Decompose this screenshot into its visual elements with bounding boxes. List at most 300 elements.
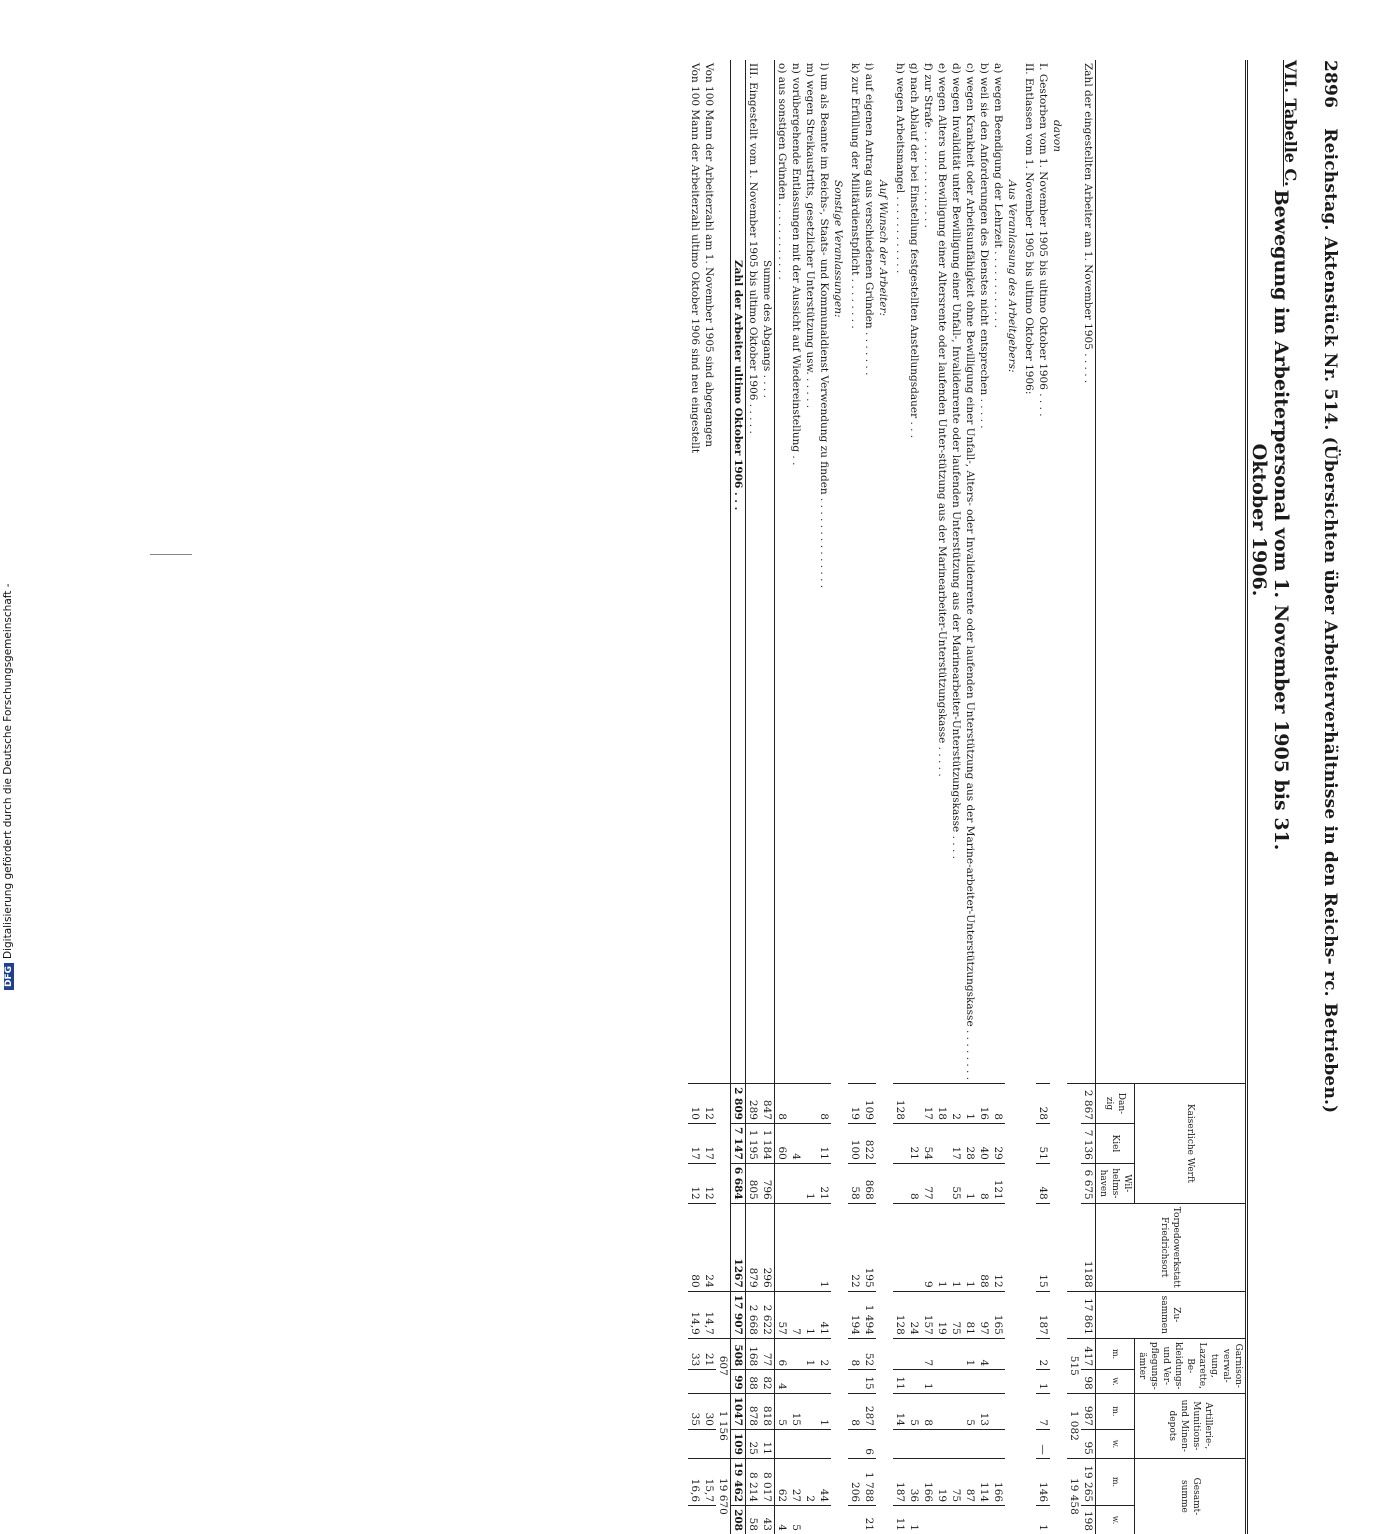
value-cell bbox=[963, 1370, 977, 1393]
value-cell: 128 bbox=[893, 1084, 907, 1124]
value-cell: 1 bbox=[963, 1084, 977, 1124]
value-cell: 1 bbox=[1036, 1506, 1050, 1534]
value-cell: 6 bbox=[775, 1338, 790, 1369]
value-cell: 128 bbox=[893, 1291, 907, 1338]
value-cell: 1 bbox=[935, 1203, 949, 1291]
table-row bbox=[991, 60, 1005, 1534]
table-title: Bewegung im Arbeiterpersonal vom 1. November 1905 bis 31. Oktober 1906. bbox=[1248, 189, 1292, 851]
value-cell: 146 bbox=[1036, 1458, 1050, 1505]
value-cell: 17 861 bbox=[1081, 1291, 1096, 1338]
row-label: k) zur Erfüllung der Militärdienstpflicht . . . . . . . . bbox=[849, 63, 861, 329]
value-cell bbox=[789, 1084, 803, 1124]
value-cell bbox=[921, 1506, 935, 1534]
value-cell bbox=[949, 1429, 963, 1458]
value-cell: 121 bbox=[991, 1163, 1005, 1203]
table-row bbox=[731, 60, 746, 1534]
value-cell bbox=[789, 1370, 803, 1393]
table-row bbox=[876, 60, 893, 1534]
table-row bbox=[760, 60, 775, 1534]
value-cell: 847 bbox=[760, 1084, 775, 1124]
row-label: Zahl der eingestellten Arbeiter am 1. November 1905 . . . . . bbox=[1082, 63, 1094, 384]
value-cell: 17 bbox=[921, 1084, 935, 1124]
artillerie-header: Artillerie-, Munitions- und Minen-depots bbox=[1135, 1393, 1247, 1458]
value-cell: 6 bbox=[862, 1429, 876, 1458]
value-cell bbox=[935, 1393, 949, 1429]
value-cell: 16,6 bbox=[688, 1458, 702, 1505]
row-label: III. Eingestellt vom 1. November 1905 bis ultimo Oktober 1906 . . . . . bbox=[747, 63, 759, 434]
value-cell bbox=[775, 1163, 790, 1203]
value-cell bbox=[977, 1506, 991, 1534]
value-cell: 1 bbox=[963, 1203, 977, 1291]
table-row bbox=[848, 60, 862, 1534]
value-cell: 98 bbox=[1081, 1370, 1096, 1393]
page-number: 2896 bbox=[1320, 60, 1340, 109]
section-heading: Sonstige Veranlassungen: bbox=[832, 180, 844, 318]
value-cell bbox=[963, 1429, 977, 1458]
value-cell bbox=[907, 1203, 921, 1291]
value-cell: 22 bbox=[848, 1203, 862, 1291]
table-row bbox=[688, 60, 702, 1534]
value-cell bbox=[963, 1506, 977, 1534]
row-label: a) wegen Beendigung der Lehrzeit . . . . . . . . . . . . bbox=[992, 63, 1004, 328]
value-cell: 417 bbox=[1081, 1338, 1096, 1369]
value-cell: 99 bbox=[731, 1370, 746, 1393]
table-row bbox=[963, 60, 977, 1534]
value-cell: 1 bbox=[803, 1291, 817, 1338]
value-cell: 21 bbox=[702, 1338, 716, 1369]
value-cell: 198 bbox=[1081, 1506, 1096, 1534]
value-cell: 80 bbox=[688, 1203, 702, 1291]
value-cell bbox=[803, 1084, 817, 1124]
table-row bbox=[935, 60, 949, 1534]
value-cell: 77 bbox=[921, 1163, 935, 1203]
value-cell: 51 bbox=[1036, 1123, 1050, 1163]
value-cell bbox=[935, 1163, 949, 1203]
value-cell: 19 462 bbox=[731, 1458, 746, 1505]
row-label: Von 100 Mann der Arbeiterzahl am 1. November 1905 sind abgegangen bbox=[703, 63, 715, 447]
value-cell bbox=[688, 1506, 702, 1534]
row-label: Zahl der Arbeiter ultimo Oktober 1906 . . . bbox=[731, 60, 746, 1084]
value-cell: 60 bbox=[775, 1123, 790, 1163]
subtotal-cell bbox=[716, 1291, 731, 1338]
value-cell bbox=[991, 1506, 1005, 1534]
table-row bbox=[803, 60, 817, 1534]
value-cell: 12 bbox=[688, 1163, 702, 1203]
value-cell bbox=[848, 1429, 862, 1458]
value-cell: 1 bbox=[963, 1163, 977, 1203]
werft-danzig-header: Dan-zig bbox=[1096, 1084, 1135, 1124]
value-cell: 15 bbox=[789, 1393, 803, 1429]
value-cell: 868 bbox=[862, 1163, 876, 1203]
value-cell bbox=[935, 1429, 949, 1458]
value-cell: 2 622 bbox=[760, 1291, 775, 1338]
value-cell: 41 bbox=[817, 1291, 831, 1338]
value-cell: 818 bbox=[760, 1393, 775, 1429]
table-row bbox=[817, 60, 831, 1534]
value-cell: 17 bbox=[702, 1123, 716, 1163]
gesamt-w-header: w. bbox=[1096, 1506, 1135, 1534]
row-label: m) wegen Streikaustritts, gesetzlicher Unterstützung usw. . . . . . bbox=[804, 63, 816, 409]
value-cell: 21 bbox=[907, 1123, 921, 1163]
row-label: c) wegen Krankheit oder Arbeitsunfähigkeit ohne Bewilligung einer Unfall-, Alters- oder Invalidenrente oder laufenden Unterstützung aus der Marine-arbeiter-Unterstützungskasse . . . . . . . . bbox=[964, 63, 976, 1081]
table-row bbox=[949, 60, 963, 1534]
value-cell: 15 bbox=[862, 1370, 876, 1393]
table-row bbox=[921, 60, 935, 1534]
value-cell: 9 bbox=[921, 1203, 935, 1291]
value-cell: 88 bbox=[977, 1203, 991, 1291]
table-row bbox=[1050, 60, 1067, 1534]
value-cell: 18 bbox=[935, 1084, 949, 1124]
value-cell bbox=[949, 1393, 963, 1429]
value-cell: 8 bbox=[775, 1084, 790, 1124]
value-cell: 7 bbox=[789, 1291, 803, 1338]
value-cell: 2 bbox=[803, 1458, 817, 1505]
value-cell: 5 bbox=[963, 1393, 977, 1429]
value-cell: 822 bbox=[862, 1123, 876, 1163]
value-cell bbox=[702, 1429, 716, 1458]
value-cell: 8 bbox=[848, 1393, 862, 1429]
value-cell: 48 bbox=[1036, 1163, 1050, 1203]
value-cell: 194 bbox=[848, 1291, 862, 1338]
value-cell: 4 bbox=[775, 1506, 790, 1534]
value-cell: 1 bbox=[817, 1393, 831, 1429]
value-cell: 19 bbox=[935, 1291, 949, 1338]
table-row bbox=[1005, 60, 1022, 1534]
value-cell: 11 bbox=[893, 1506, 907, 1534]
value-cell: 5 bbox=[789, 1506, 803, 1534]
subtotal-cell: 1 156 bbox=[716, 1393, 731, 1458]
table-number: VII. Tabelle C. bbox=[1281, 60, 1300, 187]
value-cell: 187 bbox=[1036, 1291, 1050, 1338]
artillerie-m-header: m. bbox=[1096, 1393, 1135, 1429]
value-cell: 81 bbox=[963, 1291, 977, 1338]
row-label: Von 100 Mann der Arbeiterzahl ultimo Oktober 1906 sind neu eingestellt bbox=[689, 63, 701, 454]
subtotal-cell bbox=[1067, 1291, 1081, 1338]
value-cell: 1 bbox=[907, 1506, 921, 1534]
value-cell: 109 bbox=[731, 1429, 746, 1458]
value-cell: 4 bbox=[775, 1370, 790, 1393]
value-cell bbox=[935, 1338, 949, 1369]
value-cell: 19 bbox=[848, 1084, 862, 1124]
garnison-header: Garnison-verwal-tung, Lazarette, Be-kleidungs- und Ver-pflegungs-ämter bbox=[1135, 1338, 1247, 1393]
value-cell: 1 195 bbox=[746, 1123, 761, 1163]
value-cell: 17 907 bbox=[731, 1291, 746, 1338]
value-cell bbox=[991, 1393, 1005, 1429]
subtotal-cell: 1 082 bbox=[1067, 1393, 1081, 1458]
value-cell bbox=[702, 1506, 716, 1534]
value-cell: 11 bbox=[760, 1429, 775, 1458]
table-row bbox=[789, 60, 803, 1534]
value-cell: 88 bbox=[746, 1370, 761, 1393]
value-cell: 166 bbox=[991, 1458, 1005, 1505]
value-cell: 1 bbox=[963, 1338, 977, 1369]
value-cell: 52 bbox=[862, 1338, 876, 1369]
value-cell bbox=[949, 1338, 963, 1369]
value-cell: 24 bbox=[907, 1291, 921, 1338]
table-row bbox=[862, 60, 876, 1534]
section-heading: Aus Veranlassung des Arbeitgebers: bbox=[1006, 180, 1018, 373]
value-cell bbox=[817, 1506, 831, 1534]
value-cell bbox=[848, 1370, 862, 1393]
value-cell: 208 bbox=[731, 1506, 746, 1534]
subtotal-cell: 19 670 bbox=[716, 1458, 731, 1534]
value-cell bbox=[893, 1163, 907, 1203]
value-cell: 1267 bbox=[731, 1203, 746, 1291]
value-cell: 75 bbox=[949, 1291, 963, 1338]
value-cell: 15,7 bbox=[702, 1458, 716, 1505]
value-cell: 19 bbox=[935, 1458, 949, 1505]
value-cell: 12 bbox=[702, 1163, 716, 1203]
value-cell: 1 184 bbox=[760, 1123, 775, 1163]
value-cell bbox=[848, 1506, 862, 1534]
werft-kiel-header: Kiel bbox=[1096, 1123, 1135, 1163]
credit-text: Digitalisierung gefördert durch die Deutsche Forschungsgemeinschaft - bbox=[2, 583, 14, 959]
table-row bbox=[1067, 60, 1081, 1534]
value-cell bbox=[803, 1370, 817, 1393]
value-cell bbox=[991, 1338, 1005, 1369]
digitization-credit bbox=[2, 583, 14, 990]
row-label: n) vorübergehende Entlassungen mit der Aussicht auf Wiedereinstellung . . bbox=[790, 63, 802, 466]
value-cell bbox=[935, 1506, 949, 1534]
value-cell: 289 bbox=[746, 1084, 761, 1124]
value-cell: 58 bbox=[848, 1163, 862, 1203]
value-cell: 27 bbox=[789, 1458, 803, 1505]
werft-wilhelmshaven-header: Wil-helms-haven bbox=[1096, 1163, 1135, 1203]
value-cell: 1188 bbox=[1081, 1203, 1096, 1291]
value-cell: 77 bbox=[760, 1338, 775, 1369]
value-cell: 796 bbox=[760, 1163, 775, 1203]
subtotal-cell bbox=[716, 1084, 731, 1292]
value-cell bbox=[907, 1370, 921, 1393]
value-cell: 24 bbox=[702, 1203, 716, 1291]
value-cell: 30 bbox=[702, 1393, 716, 1429]
value-cell: — bbox=[1036, 1429, 1050, 1458]
value-cell: 15 bbox=[1036, 1203, 1050, 1291]
value-cell: 508 bbox=[731, 1338, 746, 1369]
value-cell: 1047 bbox=[731, 1393, 746, 1429]
value-cell bbox=[803, 1429, 817, 1458]
value-cell: 7 147 bbox=[731, 1123, 746, 1163]
value-cell bbox=[803, 1123, 817, 1163]
subtotal-cell bbox=[1067, 1084, 1081, 1292]
value-cell: 57 bbox=[775, 1291, 790, 1338]
value-cell: 2 bbox=[817, 1338, 831, 1369]
value-cell: 95 bbox=[1081, 1429, 1096, 1458]
value-cell: 1 bbox=[1036, 1370, 1050, 1393]
value-cell bbox=[893, 1338, 907, 1369]
value-cell bbox=[789, 1203, 803, 1291]
value-cell: 11 bbox=[817, 1123, 831, 1163]
row-label: g) nach Ablauf der bei Einstellung festgestellten Anstellungsdauer . . . bbox=[908, 63, 920, 439]
value-cell bbox=[991, 1429, 1005, 1458]
value-cell: 55 bbox=[949, 1163, 963, 1203]
value-cell bbox=[775, 1429, 790, 1458]
row-label: d) wegen Invalidität unter Bewilligung einer Unfall-, Invalidenrente oder laufenden Unterstützung aus der Marinearbeiter-Unterstützungskasse . . . . bbox=[950, 63, 962, 859]
value-cell: 114 bbox=[977, 1458, 991, 1505]
value-cell: 2 809 bbox=[731, 1084, 746, 1124]
table-body bbox=[688, 60, 1096, 1534]
table-row bbox=[893, 60, 907, 1534]
value-cell: 296 bbox=[760, 1203, 775, 1291]
value-cell bbox=[991, 1370, 1005, 1393]
value-cell bbox=[817, 1370, 831, 1393]
value-cell: 62 bbox=[775, 1458, 790, 1505]
value-cell bbox=[893, 1429, 907, 1458]
value-cell: 8 017 bbox=[760, 1458, 775, 1505]
value-cell: 14,9 bbox=[688, 1291, 702, 1338]
value-cell: 1 494 bbox=[862, 1291, 876, 1338]
value-cell bbox=[789, 1429, 803, 1458]
value-cell: 2 bbox=[1036, 1338, 1050, 1369]
running-title: Reichstag. Aktenstück Nr. 514. (Übersichten über Arbeiterverhältnisse in den Reichs- rc. Betrieben.) bbox=[1320, 128, 1340, 1114]
divider-line bbox=[150, 554, 192, 555]
value-cell: 100 bbox=[848, 1123, 862, 1163]
value-cell: 8 bbox=[991, 1084, 1005, 1124]
value-cell: 109 bbox=[862, 1084, 876, 1124]
row-label: f) zur Strafe . . . . . . . . . . . . . . . bbox=[922, 63, 934, 228]
value-cell: 29 bbox=[991, 1123, 1005, 1163]
table-row bbox=[831, 60, 848, 1534]
value-cell: 7 bbox=[1036, 1393, 1050, 1429]
value-cell: 13 bbox=[977, 1393, 991, 1429]
value-cell: 8 bbox=[977, 1163, 991, 1203]
value-cell: 187 bbox=[893, 1458, 907, 1505]
gesamt-header: Gesamt-summe bbox=[1135, 1458, 1247, 1534]
row-label bbox=[716, 60, 731, 1084]
zusammen-header: Zu-sammen bbox=[1096, 1291, 1247, 1338]
table-row bbox=[907, 60, 921, 1534]
value-cell: 168 bbox=[746, 1338, 761, 1369]
value-cell bbox=[803, 1506, 817, 1534]
value-cell: 157 bbox=[921, 1291, 935, 1338]
value-cell bbox=[977, 1370, 991, 1393]
row-label: b) weil sie den Anforderungen des Dienstes nicht entsprechen . . . . . bbox=[978, 63, 990, 429]
value-cell: 11 bbox=[893, 1370, 907, 1393]
row-label: i) auf eigenen Antrag aus verschiedenen Gründen . . . . . . . bbox=[863, 63, 875, 376]
table-row bbox=[702, 60, 716, 1534]
werft-header: Kaiserliche Werft bbox=[1135, 1084, 1247, 1204]
value-cell bbox=[949, 1370, 963, 1393]
value-cell: 1 bbox=[803, 1338, 817, 1369]
value-cell bbox=[907, 1338, 921, 1369]
value-cell: 17 bbox=[688, 1123, 702, 1163]
value-cell bbox=[803, 1203, 817, 1291]
value-cell: 4 bbox=[977, 1338, 991, 1369]
value-cell: 87 bbox=[963, 1458, 977, 1505]
value-cell: 97 bbox=[977, 1291, 991, 1338]
value-cell: 878 bbox=[746, 1393, 761, 1429]
table-row bbox=[746, 60, 761, 1534]
value-cell: 165 bbox=[991, 1291, 1005, 1338]
section-heading: davon bbox=[1051, 120, 1063, 152]
value-cell: 206 bbox=[848, 1458, 862, 1505]
value-cell bbox=[893, 1203, 907, 1291]
row-label: I. Gestorben vom 1. November 1905 bis ultimo Oktober 1906 . . . . bbox=[1037, 63, 1049, 417]
rotated-page bbox=[280, 60, 1340, 1531]
value-cell bbox=[935, 1123, 949, 1163]
value-cell: 8 bbox=[848, 1338, 862, 1369]
value-cell: 287 bbox=[862, 1393, 876, 1429]
row-label: II. Entlassen vom 1. November 1905 bis ultimo Oktober 1906: bbox=[1023, 63, 1035, 395]
garnison-m-header: m. bbox=[1096, 1338, 1135, 1369]
value-cell bbox=[907, 1429, 921, 1458]
section-heading: Auf Wunsch der Arbeiter: bbox=[877, 180, 889, 317]
garnison-w-header: w. bbox=[1096, 1370, 1135, 1393]
table-row bbox=[716, 60, 731, 1534]
dfg-logo: DFG bbox=[4, 963, 14, 990]
value-cell bbox=[789, 1163, 803, 1203]
value-cell: 35 bbox=[688, 1393, 702, 1429]
value-cell: 7 bbox=[921, 1338, 935, 1369]
value-cell: 2 bbox=[949, 1084, 963, 1124]
subtotal-cell: 19 458 bbox=[1067, 1458, 1081, 1534]
value-cell: 25 bbox=[746, 1429, 761, 1458]
value-cell: 28 bbox=[1036, 1084, 1050, 1124]
table-row bbox=[1036, 60, 1050, 1534]
gesamt-m-header: m. bbox=[1096, 1458, 1135, 1505]
value-cell bbox=[921, 1429, 935, 1458]
label-column-header bbox=[1096, 60, 1247, 1084]
value-cell: 8 bbox=[817, 1084, 831, 1124]
value-cell: 1 bbox=[817, 1203, 831, 1291]
value-cell: 14 bbox=[893, 1393, 907, 1429]
value-cell bbox=[817, 1429, 831, 1458]
value-cell: 21 bbox=[817, 1163, 831, 1203]
value-cell: 1 bbox=[803, 1163, 817, 1203]
table-row bbox=[977, 60, 991, 1534]
value-cell: 8 bbox=[921, 1393, 935, 1429]
row-label: o) aus sonstigen Gründen . . . . . . . . . . . . bbox=[776, 63, 788, 280]
value-cell: 879 bbox=[746, 1203, 761, 1291]
value-cell: 16 bbox=[977, 1084, 991, 1124]
value-cell bbox=[803, 1393, 817, 1429]
value-cell: 54 bbox=[921, 1123, 935, 1163]
table-row bbox=[1022, 60, 1036, 1534]
row-label: Summe des Abgangs . . . . bbox=[760, 60, 775, 1084]
value-cell: 33 bbox=[688, 1338, 702, 1369]
value-cell: 19 265 bbox=[1081, 1458, 1096, 1505]
value-cell: 4 bbox=[789, 1123, 803, 1163]
table-row bbox=[1081, 60, 1096, 1534]
value-cell: 36 bbox=[907, 1458, 921, 1505]
value-cell: 17 bbox=[949, 1123, 963, 1163]
value-cell: 58 bbox=[746, 1506, 761, 1534]
value-cell bbox=[949, 1506, 963, 1534]
subtotal-cell: 515 bbox=[1067, 1338, 1081, 1393]
value-cell bbox=[935, 1370, 949, 1393]
value-cell: 166 bbox=[921, 1458, 935, 1505]
value-cell: 1 bbox=[949, 1203, 963, 1291]
value-cell: 14,7 bbox=[702, 1291, 716, 1338]
value-cell: 6 675 bbox=[1081, 1163, 1096, 1203]
row-label: l) um als Beamte im Reichs-, Staats- und Kommunaldienst Verwendung zu finden . . . . . . . . . . . . . . bbox=[818, 63, 830, 589]
row-label bbox=[1067, 60, 1081, 1084]
torpedo-header: Torpedowerkstatt Friedrichsort bbox=[1096, 1203, 1247, 1291]
subtotal-cell: 607 bbox=[716, 1338, 731, 1393]
value-cell bbox=[775, 1203, 790, 1291]
value-cell: 987 bbox=[1081, 1393, 1096, 1429]
value-cell: 1 bbox=[921, 1370, 935, 1393]
value-cell: 21 bbox=[862, 1506, 876, 1534]
value-cell: 1 788 bbox=[862, 1458, 876, 1505]
value-cell bbox=[907, 1084, 921, 1124]
value-cell: 82 bbox=[760, 1370, 775, 1393]
value-cell: 75 bbox=[949, 1458, 963, 1505]
value-cell: 40 bbox=[977, 1123, 991, 1163]
value-cell: 6 684 bbox=[731, 1163, 746, 1203]
value-cell: 28 bbox=[963, 1123, 977, 1163]
value-cell: 10 bbox=[688, 1084, 702, 1124]
